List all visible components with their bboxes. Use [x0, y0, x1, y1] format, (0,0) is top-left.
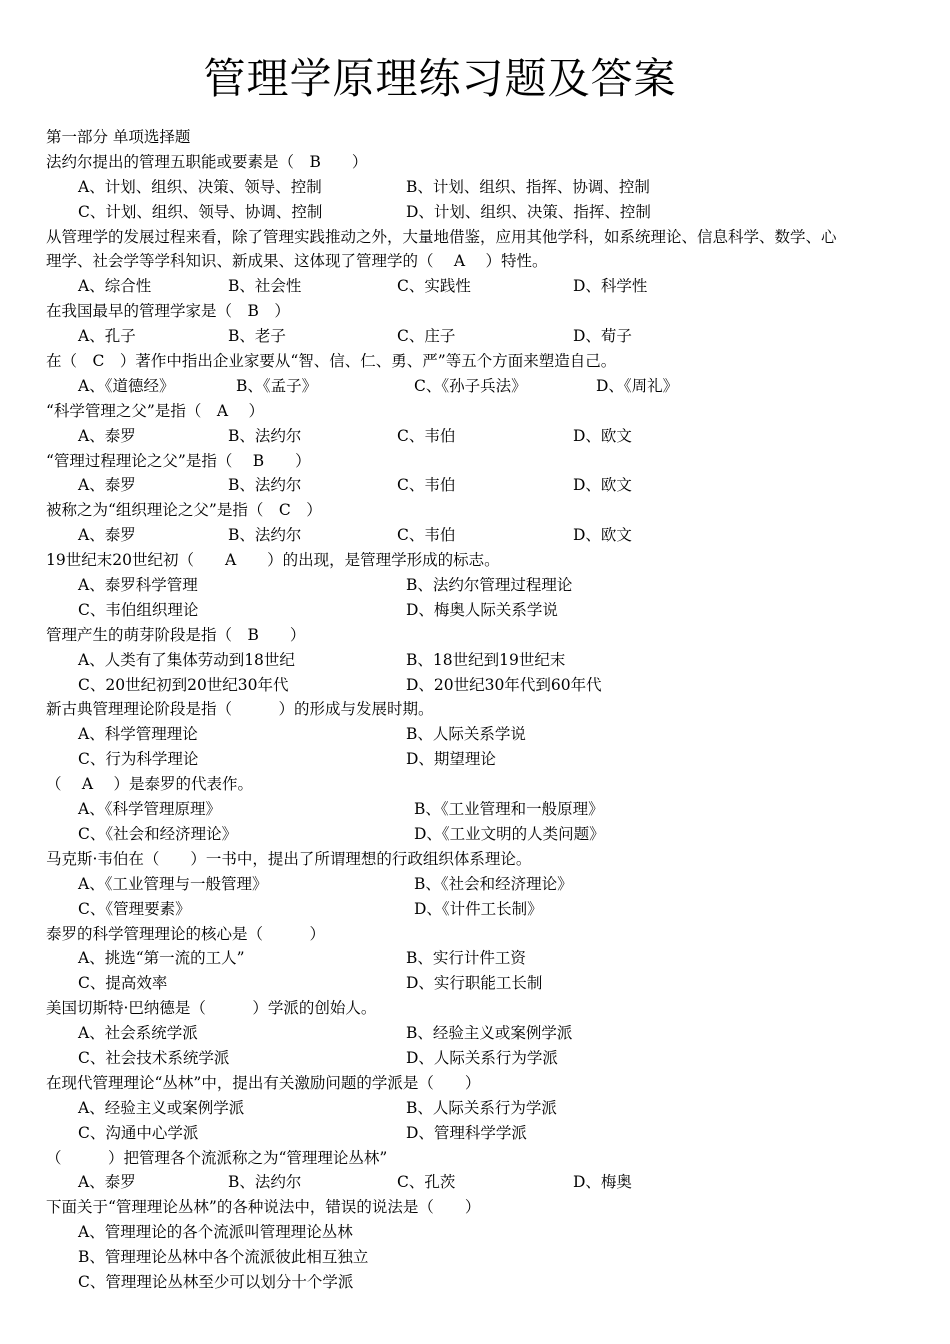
option-item: A、经验主义或案例学派 — [78, 1098, 245, 1117]
option-row — [46, 274, 916, 299]
option-item: B、《社会和经济理论》 — [414, 874, 573, 893]
option-item: B、法约尔 — [228, 426, 302, 445]
option-row — [46, 1245, 916, 1270]
option-row — [46, 673, 916, 698]
option-row — [46, 200, 916, 225]
question-text: （ A ）是泰罗的代表作。 — [46, 775, 254, 794]
question-text: 下面关于“管理理论丛林”的各种说法中，错误的说法是（ ） — [46, 1198, 481, 1217]
question-text: 新古典管理理论阶段是指（ ）的形成与发展时期。 — [46, 700, 434, 719]
option-row — [46, 946, 916, 971]
option-row — [46, 971, 916, 996]
option-item: A、综合性 — [78, 277, 152, 296]
option-row — [46, 324, 916, 349]
option-item: D、实行职能工长制 — [406, 974, 543, 993]
option-item: D、《计件工长制》 — [414, 899, 543, 918]
question-text: 马克斯·韦伯在（ ）一书中，提出了所谓理想的行政组织体系理论。 — [46, 849, 532, 868]
option-item: B、《工业管理和一般原理》 — [414, 800, 604, 819]
option-row — [46, 897, 916, 922]
option-row — [46, 523, 916, 548]
option-row — [46, 1270, 916, 1295]
option-item: A、泰罗科学管理 — [78, 576, 198, 595]
option-item: A、挑选“第一流的工人” — [78, 949, 245, 968]
option-item: D、梅奥 — [573, 1173, 632, 1192]
option-item: C、韦伯 — [397, 476, 456, 495]
option-row — [46, 1121, 916, 1146]
page-title: 管理学原理练习题及答案 — [203, 54, 677, 103]
option-row — [46, 648, 916, 673]
option-item: B、人际关系行为学派 — [406, 1098, 557, 1117]
option-item: A、人类有了集体劳动到18世纪 — [78, 650, 295, 669]
option-row — [46, 722, 916, 747]
question-text: 法约尔提出的管理五职能或要素是（ B ） — [46, 152, 368, 171]
option-item: D、人际关系行为学派 — [406, 1048, 558, 1067]
option-item: C、提高效率 — [78, 974, 168, 993]
option-item: B、法约尔管理过程理论 — [406, 576, 573, 595]
option-row — [46, 1170, 916, 1195]
option-item: A、孔子 — [78, 327, 136, 346]
option-item: C、沟通中心学派 — [78, 1123, 199, 1142]
option-item: D、欧文 — [573, 426, 632, 445]
option-item: B、实行计件工资 — [406, 949, 526, 968]
option-row — [46, 598, 916, 623]
option-item: C、韦伯 — [397, 426, 456, 445]
question-list — [46, 125, 916, 1295]
option-item: C、行为科学理论 — [78, 750, 199, 769]
option-row — [46, 473, 916, 498]
question-text: 被称之为“组织理论之父”是指（ C ） — [46, 501, 322, 520]
option-row — [46, 747, 916, 772]
option-row — [46, 424, 916, 449]
option-item: C、庄子 — [397, 327, 456, 346]
option-item: A、科学管理理论 — [78, 725, 198, 744]
option-item: A、泰罗 — [78, 476, 136, 495]
option-item: D、梅奥人际关系学说 — [406, 600, 558, 619]
option-item: D、科学性 — [573, 277, 648, 296]
option-item: B、《孟子》 — [236, 376, 318, 395]
option-item: D、欧文 — [573, 476, 632, 495]
option-item: B、18世纪到19世纪末 — [406, 650, 566, 669]
option-row — [46, 374, 916, 399]
option-item: A、泰罗 — [78, 426, 136, 445]
question-text: 在（ C ）著作中指出企业家要从“智、信、仁、勇、严”等五个方面来塑造自己。 — [46, 352, 617, 371]
option-item: C、韦伯组织理论 — [78, 600, 199, 619]
question-text: 美国切斯特·巴纳德是（ ）学派的创始人。 — [46, 999, 377, 1018]
question-text: 理学、社会学等学科知识、新成果、这体现了管理学的（ A ）特性。 — [46, 252, 548, 271]
option-item: C、《社会和经济理论》 — [78, 824, 238, 843]
option-item: B、管理理论丛林中各个流派彼此相互独立 — [78, 1248, 369, 1267]
option-item: D、20世纪30年代到60年代 — [406, 675, 602, 694]
option-item: B、人际关系学说 — [406, 725, 526, 744]
option-row — [46, 1021, 916, 1046]
option-row — [46, 822, 916, 847]
option-row — [46, 1096, 916, 1121]
option-item: C、韦伯 — [397, 526, 456, 545]
option-row — [46, 175, 916, 200]
option-item: C、《管理要素》 — [78, 899, 191, 918]
question-text: “科学管理之父”是指（ A ） — [46, 401, 264, 420]
option-row — [46, 573, 916, 598]
option-item: C、实践性 — [397, 277, 471, 296]
option-item: C、《孙子兵法》 — [414, 376, 527, 395]
option-item: D、《周礼》 — [596, 376, 679, 395]
option-item: C、计划、组织、领导、协调、控制 — [78, 202, 323, 221]
option-row — [46, 797, 916, 822]
option-item: B、经验主义或案例学派 — [406, 1024, 573, 1043]
section-heading: 第一部分 单项选择题 — [46, 128, 191, 146]
option-item: D、荀子 — [573, 327, 632, 346]
option-item: C、20世纪初到20世纪30年代 — [78, 675, 289, 694]
question-text: 19世纪末20世纪初（ A ）的出现，是管理学形成的标志。 — [46, 551, 500, 570]
option-item: A、泰罗 — [78, 526, 136, 545]
option-row — [46, 872, 916, 897]
option-item: B、社会性 — [228, 277, 302, 296]
option-item: B、法约尔 — [228, 476, 302, 495]
option-item: C、管理理论丛林至少可以划分十个学派 — [78, 1272, 354, 1291]
option-row — [46, 1220, 916, 1245]
option-item: C、社会技术系统学派 — [78, 1048, 230, 1067]
option-item: D、管理科学学派 — [406, 1123, 527, 1142]
question-text: “管理过程理论之父”是指（ B ） — [46, 451, 311, 470]
question-text: 管理产生的萌芽阶段是指（ B ） — [46, 625, 306, 644]
option-item: A、管理理论的各个流派叫管理理论丛林 — [78, 1223, 353, 1242]
option-item: C、孔茨 — [397, 1173, 456, 1192]
option-item: B、法约尔 — [228, 1173, 302, 1192]
question-text: （ ）把管理各个流派称之为“管理理论丛林” — [46, 1148, 388, 1167]
option-item: A、《道德经》 — [78, 376, 175, 395]
option-item: B、法约尔 — [228, 526, 302, 545]
option-item: A、计划、组织、决策、领导、控制 — [78, 177, 322, 196]
question-text: 在我国最早的管理学家是（ B ） — [46, 302, 290, 321]
option-item: D、期望理论 — [406, 750, 496, 769]
question-text: 从管理学的发展过程来看，除了管理实践推动之外，大量地借鉴，应用其他学科，如系统理论、信息科学、数学、心 — [46, 227, 837, 246]
option-item: A、《科学管理原理》 — [78, 800, 221, 819]
option-item: B、计划、组织、指挥、协调、控制 — [406, 177, 650, 196]
question-text: 泰罗的科学管理理论的核心是（ ） — [46, 924, 326, 943]
option-item: D、计划、组织、决策、指挥、控制 — [406, 202, 651, 221]
option-item: D、《工业文明的人类问题》 — [414, 824, 605, 843]
question-text: 在现代管理理论“丛林”中，提出有关激励问题的学派是（ ） — [46, 1073, 481, 1092]
option-item: A、社会系统学派 — [78, 1024, 198, 1043]
option-item: D、欧文 — [573, 526, 632, 545]
option-item: A、《工业管理与一般管理》 — [78, 874, 268, 893]
option-row — [46, 1046, 916, 1071]
option-item: B、老子 — [228, 327, 286, 346]
option-item: A、泰罗 — [78, 1173, 136, 1192]
